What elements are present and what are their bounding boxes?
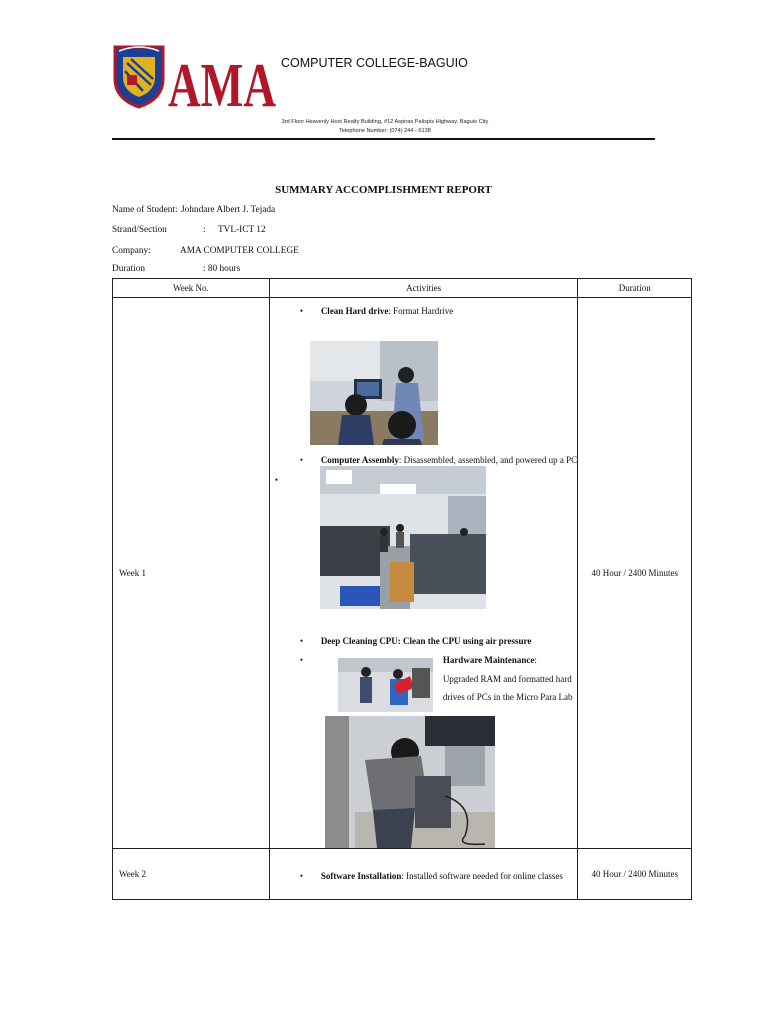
activity-item	[321, 871, 563, 881]
strand-label: Strand/Section	[112, 225, 167, 235]
activity-item	[321, 636, 532, 646]
table-header-row	[113, 279, 692, 298]
duration-cell: 40 Hour / 2400 Minutes	[578, 298, 692, 849]
duration-value: : 80 hours	[203, 264, 241, 274]
week-cell: Week 1	[113, 298, 270, 849]
company-label: Company:	[112, 246, 151, 256]
table-row	[113, 849, 692, 900]
activities-cell	[269, 849, 578, 900]
telephone-line: Telephone Number: (074) 244 - 6138	[339, 128, 431, 134]
address-line: 3rd Floor Heavenly Host Realty Building, #12 Aspiras Palispis Highway, Baguio City	[281, 119, 489, 125]
photo-cleaned-office	[320, 466, 486, 609]
student-value: Johndare Albert J. Tejada	[181, 205, 276, 215]
activity-text: Upgraded RAM and formatted hard	[442, 674, 572, 684]
activity-text: : Disassembled, assembled, and powered up a PC	[398, 455, 578, 465]
header-duration: Duration	[578, 279, 692, 298]
photo-clean-hard-drive	[310, 341, 438, 445]
college-address	[276, 118, 494, 136]
week-cell: Week 2	[113, 849, 270, 900]
bullet: •	[299, 455, 303, 465]
company-value: AMA COMPUTER COLLEGE	[180, 246, 299, 256]
bullet: •	[274, 475, 278, 485]
duration-label: Duration	[112, 264, 146, 274]
accomplishment-table	[112, 278, 692, 900]
logo-text: AMA	[168, 52, 277, 120]
college-name: COMPUTER COLLEGE-BAGUIO	[281, 56, 468, 70]
activity-text: drives of PCs in the Micro Para Lab	[442, 692, 573, 702]
report-title: SUMMARY ACCOMPLISHMENT REPORT	[275, 184, 492, 196]
photo-hardware-maintenance	[338, 658, 433, 712]
activity-item	[443, 655, 537, 665]
activity-bold: Hardware Maintenance	[442, 655, 535, 665]
photo-upgrade-ram	[325, 716, 495, 848]
activity-bold: Deep Cleaning CPU: Clean the CPU using air pressure	[320, 636, 532, 646]
activity-item	[321, 306, 453, 316]
activity-bold: Clean Hard drive	[320, 306, 389, 316]
student-label: Name of Student:	[112, 205, 178, 215]
header-divider	[112, 138, 655, 140]
bullet: •	[299, 636, 303, 646]
activity-bold: Software Installation	[320, 871, 402, 881]
header-week: Week No.	[113, 279, 270, 298]
activity-item	[321, 455, 577, 465]
ama-logo-text	[166, 52, 278, 120]
ama-shield-logo	[113, 45, 165, 109]
bullet: •	[299, 655, 303, 665]
activity-text: : Installed software needed for online classes	[401, 871, 563, 881]
strand-value: TVL-ICT 12	[218, 225, 266, 235]
header-activities: Activities	[269, 279, 578, 298]
activities-cell	[269, 298, 578, 849]
table-row	[113, 298, 692, 849]
duration-cell: 40 Hour / 2400 Minutes	[578, 849, 692, 900]
activity-text: : Format Hardrive	[388, 306, 454, 316]
bullet: •	[299, 871, 303, 881]
strand-separator: :	[203, 225, 206, 235]
activity-bold: Computer Assembly	[320, 455, 399, 465]
bullet: •	[299, 306, 303, 316]
activity-text: :	[534, 655, 537, 665]
